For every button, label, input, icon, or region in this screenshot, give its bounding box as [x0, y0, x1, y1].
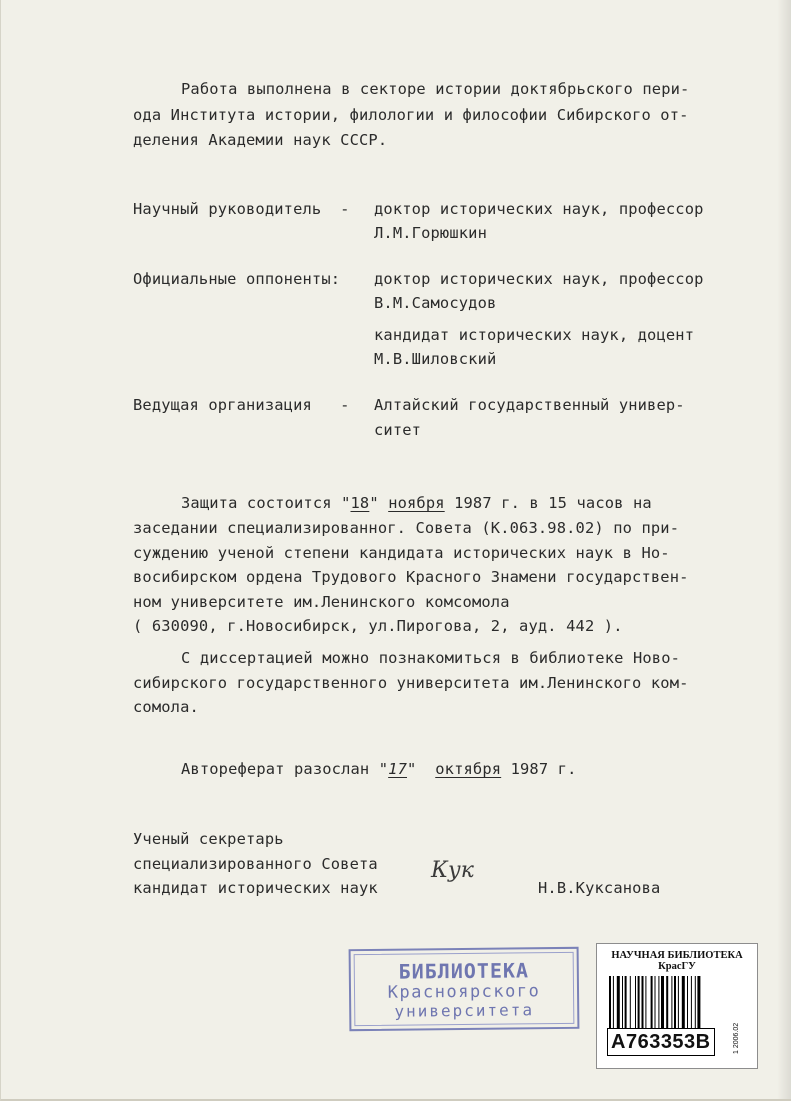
mailing-line: Автореферат разослан "17" октября 1987 г. [181, 760, 577, 778]
secretary-degree: кандидат исторических наук [133, 879, 378, 897]
barcode-bar [625, 976, 627, 1028]
defense-month: ноября [388, 494, 445, 512]
barcode-bar [651, 976, 653, 1028]
leading-org-line-1: Алтайский государственный универ- [374, 396, 685, 414]
barcode-bar [687, 976, 688, 1028]
defense-line-4: восибирском ордена Трудового Красного Знамени государствен- [133, 568, 689, 586]
mailing-month: октября [435, 760, 502, 778]
defense-line-3: суждению ученой степени кандидата исторических наук в Но- [133, 544, 670, 562]
library-line-3: сомола. [133, 698, 199, 716]
intro-line-1: Работа выполнена в секторе истории доктябрьского пери- [181, 80, 690, 98]
defense-day: 18 [350, 494, 370, 512]
signature: Кук [431, 858, 474, 883]
barcode-bar [658, 976, 659, 1028]
supervisor-label: Научный руководитель - [133, 200, 350, 218]
stamp-line-1: БИБЛИОТЕКА [398, 958, 530, 984]
defense-line-5: ном университете им.Ленинского комсомола [133, 593, 510, 611]
library-line-2: сибирского государственного университета им.Ленинского ком- [133, 674, 689, 692]
opponent-1-degree: доктор исторических наук, профессор [374, 270, 704, 288]
stamp-line-2: Красноярского [387, 981, 541, 1003]
barcode-side-text: 1 2006.02 [733, 1022, 740, 1054]
barcode-bar [661, 976, 664, 1028]
barcode-icon [609, 976, 733, 1028]
barcode-bar [697, 976, 700, 1028]
barcode-bar [645, 976, 646, 1028]
opponent-2-degree: кандидат исторических наук, доцент [374, 326, 695, 344]
barcode-number: A763353B [607, 1028, 715, 1056]
barcode-bar [609, 976, 611, 1028]
barcode-bar [635, 976, 636, 1028]
supervisor-degree: доктор исторических наук, профессор [374, 200, 704, 218]
intro-line-3: деления Академии наук СССР. [133, 131, 388, 149]
barcode-bar [695, 976, 696, 1028]
barcode-bar [630, 976, 631, 1028]
library-line-1: С диссертацией можно познакомиться в библиотеке Ново- [181, 649, 681, 667]
barcode-bar [638, 976, 640, 1028]
barcode-bar [671, 976, 672, 1028]
barcode-bar [691, 976, 692, 1028]
barcode-label-subtitle: КрасГУ [658, 961, 696, 972]
defense-line-2: заседании специализированног. Совета (К.063.98.02) по при- [133, 519, 680, 537]
supervisor-name: Л.М.Горюшкин [374, 224, 487, 242]
barcode-bar [613, 976, 614, 1028]
barcode-bar [642, 976, 644, 1028]
secretary-name: Н.В.Куксанова [538, 879, 661, 897]
opponent-2-name: М.В.Шиловский [374, 350, 497, 368]
stamp-line-3: университета [394, 1000, 535, 1021]
barcode-label-title: НАУЧНАЯ БИБЛИОТЕКА [611, 950, 743, 961]
leading-org-line-2: ситет [374, 421, 422, 439]
barcode-bar [622, 976, 623, 1028]
barcode-label [596, 943, 758, 1069]
defense-line-1: Защита состоится "18" ноября 1987 г. в 15 часов на [181, 494, 652, 512]
barcode-bar [678, 976, 679, 1028]
defense-address: ( 630090, г.Новосибирск, ул.Пирогова, 2, ауд. 442 ). [133, 617, 623, 635]
barcode-bar [682, 976, 685, 1028]
secretary-title: Ученый секретарь [133, 830, 284, 848]
opponents-label: Официальные оппоненты: [133, 270, 341, 288]
barcode-bar [655, 976, 656, 1028]
intro-line-2: ода Института истории, филологии и философии Сибирского от- [133, 106, 689, 124]
barcode-bar [617, 976, 620, 1028]
leading-org-label: Ведущая организация - [133, 396, 350, 414]
secretary-council: специализированного Совета [133, 855, 378, 873]
barcode-bar [666, 976, 668, 1028]
barcode-bar [674, 976, 676, 1028]
mailing-day: 17 [388, 760, 407, 778]
opponent-1-name: В.М.Самосудов [374, 294, 497, 312]
library-stamp [349, 947, 580, 1031]
